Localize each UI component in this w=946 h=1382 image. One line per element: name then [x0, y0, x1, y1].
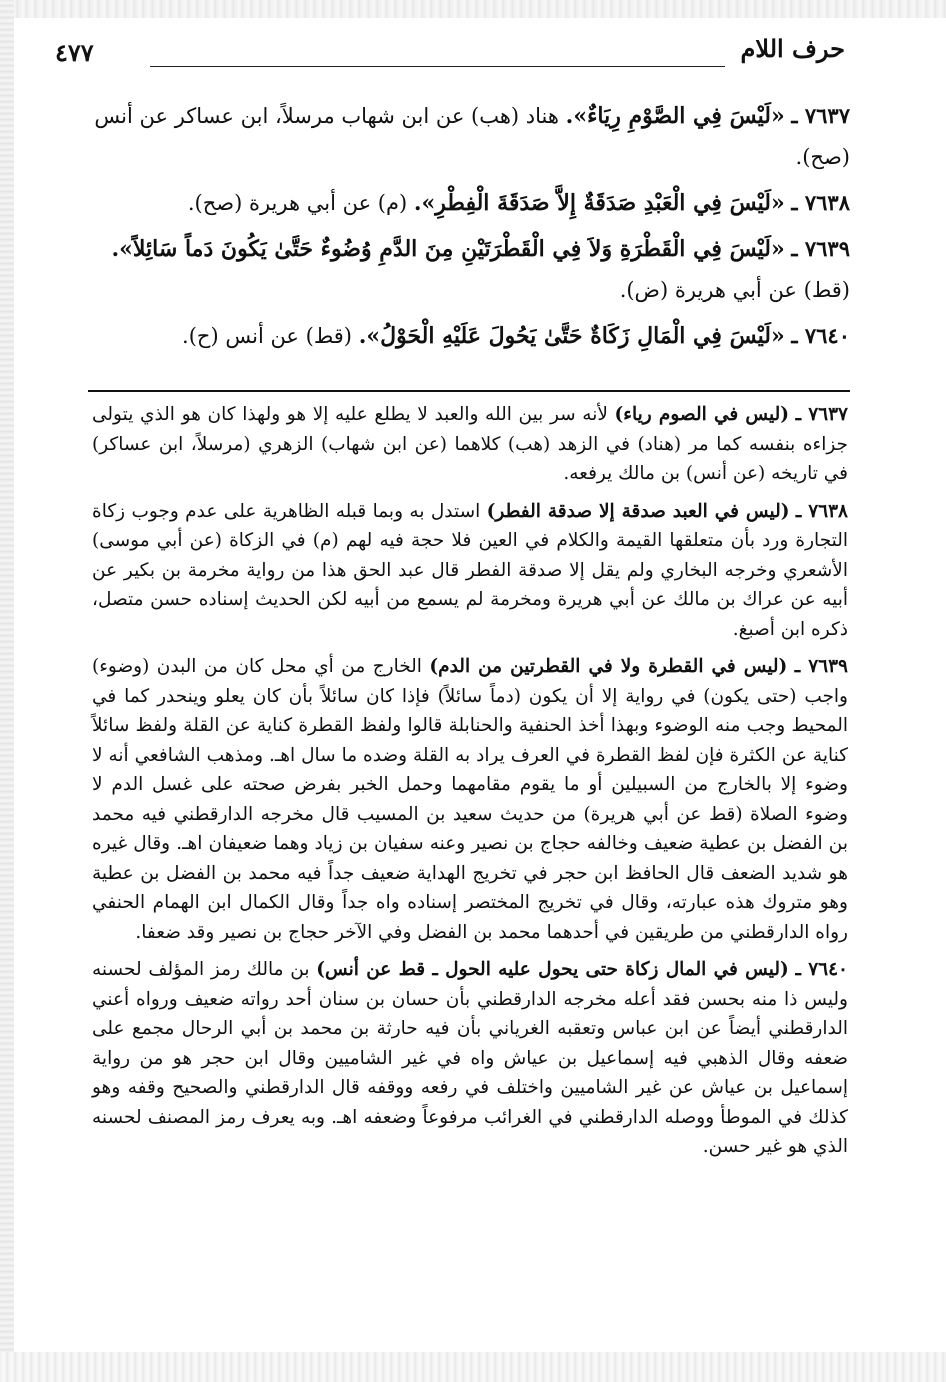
commentary-text: لأنه سر بين الله والعبد لا يطلع عليه إلا هو ولهذا كان هو الذي يتولى جزاءه بنفسه كما مر (هناد) في الزهد (هب) كلاهما (عن ابن شهاب) الزهري (مرسلاً، ابن عساكر) في تاريخه (عن أنس) بن مالك يرفعه.: [92, 404, 848, 484]
hadith-entry: [88, 95, 850, 178]
commentary-head: (ليس في العبد صدقة إلا صدقة الفطر): [486, 500, 790, 522]
commentary-text: الخارج من أي محل كان من البدن (وضوء) واجب (حتى يكون) في رواية إلا أن يكون (دماً سائلاً) فإذا كان سائلاً بأن كان يعلو وينحدر كما في المحيط وجب منه الوضوء وبهذا أخذ الحنفية والحنابلة قالوا ولفظ القطرة كناية عن القلة ولفظ سائلاً كناية عن الكثرة فإن لفظ القطرة في العرف يراد به القلة وضده ما سال اهـ. ومذهب الشافعي أنه لا وضوء إلا بالخارج من السبيلين أو ما يقوم مقامهما وحمل الخبر بفرض صحته على غسل الدم لا وضوء الصلاة (قط عن أبي هريرة) من حديث سعيد بن المسيب قال مخرجه الدارقطني فيه محمد بن الفضل بن عطية ضعيف وخالفه حجاج بن نصير وعنه سفيان بن زياد وهما ضعيفان اهـ. وقال غيره هو شديد الضعف قال الحافظ ابن حجر في تخريج الهداية ضعيف جداً فيه محمد بن الفضل بن عطية وهو متروك هذه عبارته، وقال في تخريج المختصر إسناده واه جداً وقال الكمال ابن الهمام الحنفي رواه الدارقطني من طريقين في أحدهما محمد بن الفضل وفي الآخر حجاج بن نصير وقد ضعفا.: [92, 656, 848, 943]
commentary-number: ٧٦٣٩ ـ: [794, 656, 848, 677]
section-divider: [88, 390, 850, 392]
hadith-source: (قط) عن أبي هريرة (ض).: [619, 278, 850, 302]
commentary-text: بن مالك رمز المؤلف لحسنه وليس ذا منه بحسن فقد أعله مخرجه الدارقطني بأن حسان بن سنان أحد رواته ضعيف ورواه أعني الدارقطني أيضاً عن ابن عباس وتعقبه الغرياني بأن فيه حارثة بن محمد بن أبي الرحال مجمع على ضعفه وقال الذهبي فيه إسماعيل بن عياش واه في غير الشاميين وقال ابن حجر هو من رواية إسماعيل بن عياش عن غير الشاميين واختلف في رفعه ووقفه قال الدارقطني والصحيح وقفه وهو كذلك في الموطأ ووصله الدارقطني في الغرائب مرفوعاً وضعفه اهـ. وبه يعرف رمز المصنف لحسنه الذي هو غير حسن.: [92, 959, 848, 1157]
hadith-number: ٧٦٣٩ ـ: [791, 236, 850, 261]
page-header: [55, 30, 845, 80]
hadith-number: ٧٦٣٧ ـ: [791, 103, 850, 128]
scan-edge-bottom: [0, 1352, 946, 1382]
hadith-source: (قط) عن أنس (ح).: [182, 324, 352, 348]
commentary-paragraph: [92, 400, 848, 489]
hadith-text: «لَيْسَ فِي الْمَالِ زَكَاةٌ حَتَّىٰ يَحُولَ عَلَيْهِ الْحَوْلُ».: [358, 323, 785, 349]
hadith-entry: [88, 315, 850, 357]
commentary-head: (ليس في الصوم رياء): [614, 404, 789, 425]
commentary-number: ٧٦٣٨ ـ: [795, 500, 848, 522]
commentary-paragraph: [92, 652, 848, 947]
hadith-text: «لَيْسَ فِي الْقَطْرَةِ وَلاَ فِي الْقَطْرَتَيْنِ مِنَ الدَّمِ وُضُوءٌ حَتَّىٰ يَكُونَ دَماً سَائِلاً».: [111, 236, 785, 262]
hadith-source: (م) عن أبي هريرة (صح).: [187, 191, 408, 215]
header-rule: [150, 66, 725, 67]
commentary-head: (ليس في القطرة ولا في القطرتين من الدم): [429, 656, 788, 677]
commentary-section: [92, 400, 848, 1170]
commentary-head: (ليس في المال زكاة حتى يحول عليه الحول ـ قط عن أنس): [316, 959, 789, 980]
hadith-entry: [88, 182, 850, 224]
page-number: ٤٧٧: [55, 38, 94, 67]
hadith-texts: [88, 95, 850, 361]
hadith-text: «لَيْسَ فِي الْعَبْدِ صَدَقَةٌ إِلاَّ صَدَقَةَ الْفِطْرِ».: [413, 190, 785, 216]
scan-edge-top: [0, 0, 946, 18]
scan-edge-left: [0, 0, 14, 1382]
hadith-number: ٧٦٤٠ ـ: [791, 323, 850, 348]
commentary-text: استدل به وبما قبله الظاهرية على عدم وجوب زكاة التجارة ورد بأن متعلقها القيمة والكلام في العين فلا حجة فيه لهم (م) في الزكاة (عن أبي موسى) الأشعري وخرجه البخاري ولم يقل إلا صدقة الفطر قال عبد الحق هذا من رواية مخرمة بن بكير عن أبيه عن عراك بن مالك عن أبي هريرة ومخرمة لم يسمع من أبيه لكن الحديث إسناده حسن متصل، ذكره ابن أصبغ.: [92, 500, 848, 640]
commentary-paragraph: [92, 497, 848, 645]
commentary-number: ٧٦٣٧ ـ: [795, 404, 848, 425]
chapter-title: حرف اللام: [740, 34, 845, 63]
hadith-source: هناد (هب) عن ابن شهاب مرسلاً، ابن عساكر عن أنس (صح).: [94, 104, 850, 169]
hadith-number: ٧٦٣٨ ـ: [791, 190, 850, 215]
hadith-entry: [88, 228, 850, 311]
hadith-text: «لَيْسَ فِي الصَّوْمِ رِيَاءٌ».: [565, 103, 785, 129]
commentary-number: ٧٦٤٠ ـ: [795, 959, 848, 980]
commentary-paragraph: [92, 955, 848, 1162]
